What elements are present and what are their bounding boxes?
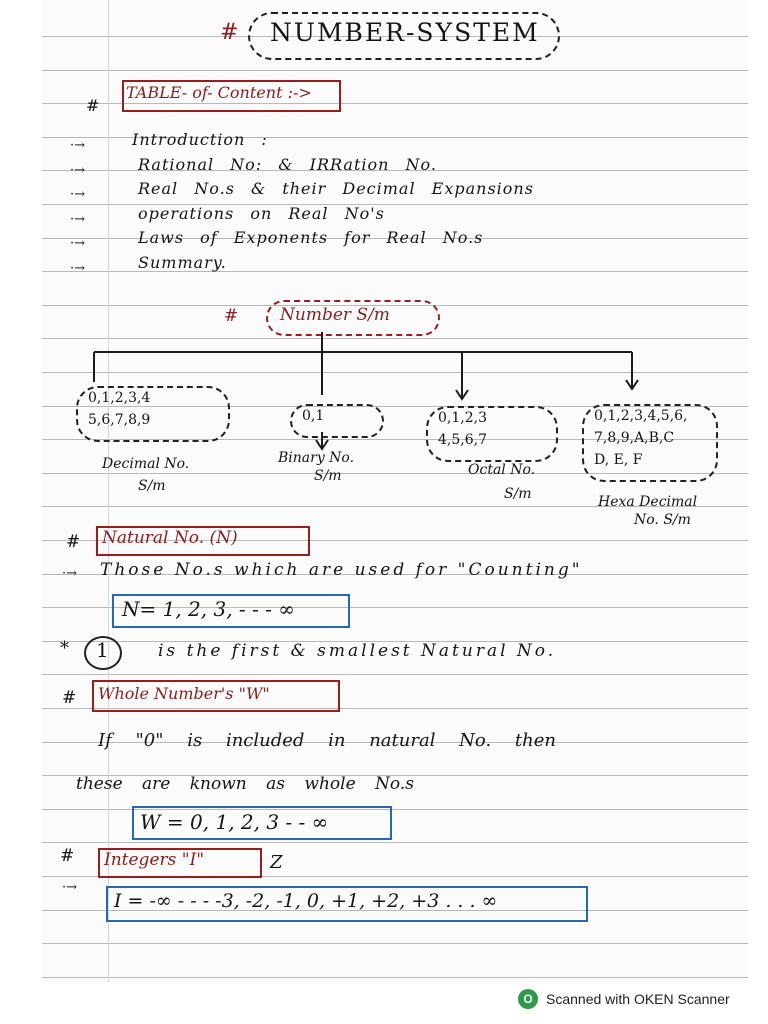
natural-note: is the first & smallest Natural No. bbox=[158, 641, 557, 661]
number-system-label: Decimal No. bbox=[102, 456, 190, 472]
whole-line2: these are known as whole No.s bbox=[76, 774, 414, 794]
number-system-label: S/m bbox=[138, 478, 166, 494]
integers-formula: I = -∞ - - - -3, -2, -1, 0, +1, +2, +3 . . . ∞ bbox=[114, 890, 498, 912]
note-star: * bbox=[60, 638, 69, 659]
integers-arrow-icon: ·→ bbox=[62, 880, 78, 895]
number-system-label: Hexa Decimal bbox=[598, 494, 698, 510]
number-system-label: S/m bbox=[504, 486, 532, 502]
whole-heading: Whole Number's "W" bbox=[98, 684, 270, 703]
number-system-label: Octal No. bbox=[468, 462, 536, 478]
toc-hash: # bbox=[86, 96, 100, 115]
natural-heading: Natural No. (N) bbox=[102, 528, 238, 548]
scanner-watermark bbox=[518, 989, 730, 1009]
natural-arrow-icon: ·→ bbox=[62, 566, 78, 581]
number-system-digits: 0,1,2,3,4,5,6, bbox=[594, 408, 688, 424]
number-system-digits: 7,8,9,A,B,C bbox=[594, 430, 675, 446]
toc-arrow-icon: ·→ bbox=[70, 260, 86, 276]
toc-arrow-icon: ·→ bbox=[70, 187, 86, 202]
toc-arrow-icon: ·→ bbox=[70, 211, 86, 227]
number-system-digits: 0,1 bbox=[302, 408, 325, 424]
toc-heading: TABLE- of- Content :-> bbox=[126, 83, 312, 102]
toc-item: Rational No: & IRRation No. bbox=[138, 154, 437, 174]
natural-hash: # bbox=[66, 532, 81, 552]
number-system-label: Binary No. bbox=[278, 450, 355, 466]
whole-hash: # bbox=[62, 688, 77, 708]
integers-heading: Integers "I" bbox=[104, 850, 205, 870]
toc-arrow-icon: ·→ bbox=[70, 138, 86, 153]
toc-item: Introduction : bbox=[132, 130, 268, 149]
integers-extra: Z bbox=[270, 852, 283, 873]
number-sm-hash: # bbox=[224, 306, 239, 326]
toc-item: Real No.s & their Decimal Expansions bbox=[138, 179, 534, 198]
number-system-digits: 0,1,2,3,4 bbox=[88, 390, 151, 406]
page-title: NUMBER-SYSTEM bbox=[270, 18, 540, 47]
number-system-label: No. S/m bbox=[634, 512, 691, 528]
circled-one: 1 bbox=[96, 638, 109, 662]
whole-line1: If "0" is included in natural No. then bbox=[98, 730, 556, 751]
natural-formula: N= 1, 2, 3, - - - ∞ bbox=[122, 597, 295, 621]
number-system-digits: 0,1,2,3 bbox=[438, 410, 487, 426]
number-system-digits: D, E, F bbox=[594, 452, 643, 468]
whole-formula: W = 0, 1, 2, 3 - - ∞ bbox=[140, 810, 329, 834]
number-sm-heading: Number S/m bbox=[280, 305, 390, 325]
oken-logo-icon: O bbox=[518, 989, 538, 1009]
toc-item: Laws of Exponents for Real No.s bbox=[138, 228, 484, 247]
integers-hash: # bbox=[60, 846, 75, 866]
title-hash: # bbox=[220, 20, 239, 45]
number-system-label: S/m bbox=[314, 468, 342, 484]
toc-item: operations on Real No's bbox=[138, 203, 385, 223]
scanner-text: Scanned with OKEN Scanner bbox=[546, 991, 730, 1007]
toc-arrow-icon: ·→ bbox=[70, 236, 86, 251]
natural-desc: Those No.s which are used for "Counting" bbox=[100, 560, 583, 580]
number-system-digits: 4,5,6,7 bbox=[438, 432, 487, 448]
number-system-digits: 5,6,7,8,9 bbox=[88, 412, 151, 428]
toc-arrow-icon: ·→ bbox=[70, 162, 86, 178]
notebook-page bbox=[42, 0, 748, 982]
toc-item: Summary. bbox=[138, 252, 227, 272]
